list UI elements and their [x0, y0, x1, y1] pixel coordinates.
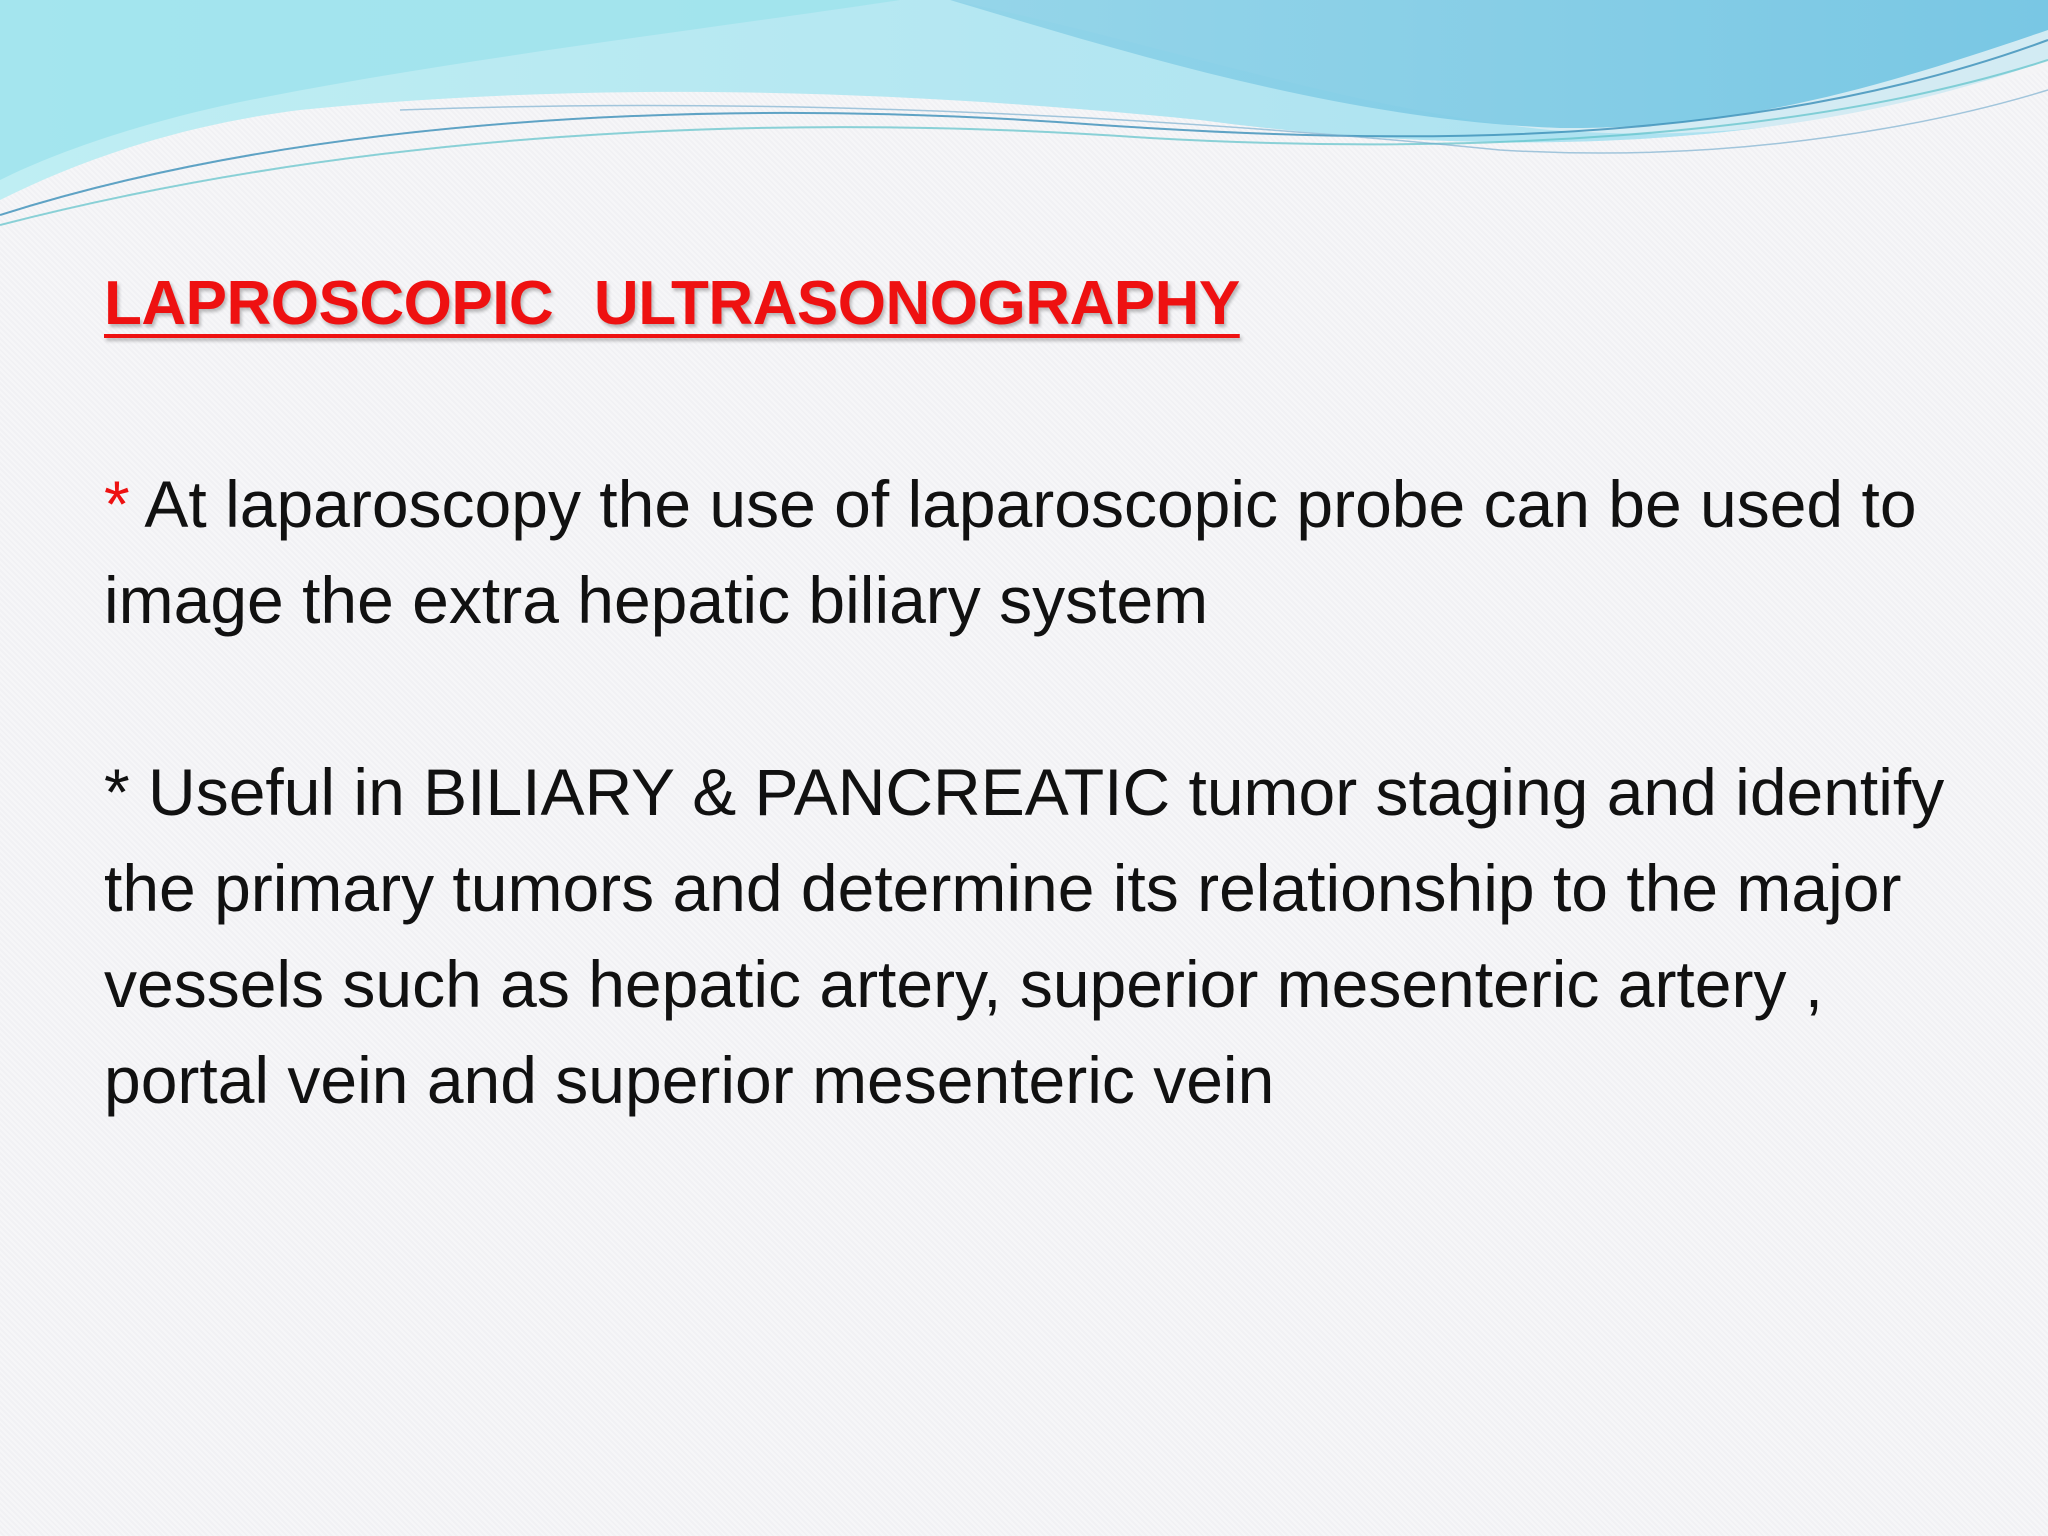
- slide-body: [104, 456, 1964, 1128]
- bullet-item-2: [104, 744, 1964, 1128]
- paragraph-spacer: [104, 648, 1964, 744]
- slide-title: LAPROSCOPIC ULTRASONOGRAPHY: [104, 269, 1240, 338]
- bullet-text-2: Useful in BILIARY & PANCREATIC tumor staging and identify the primary tumors and determine its relationship to the major vessels such as hepatic artery, superior mesenteric artery , portal vein and superior mesenteric vein: [104, 755, 1945, 1117]
- bullet-marker: *: [104, 755, 130, 829]
- bullet-text-1: At laparoscopy the use of laparoscopic probe can be used to image the extra hepatic biliary system: [104, 467, 1917, 637]
- header-wave-decoration: [0, 0, 2048, 240]
- bullet-item-1: [104, 456, 1964, 648]
- bullet-marker-red: *: [104, 467, 130, 541]
